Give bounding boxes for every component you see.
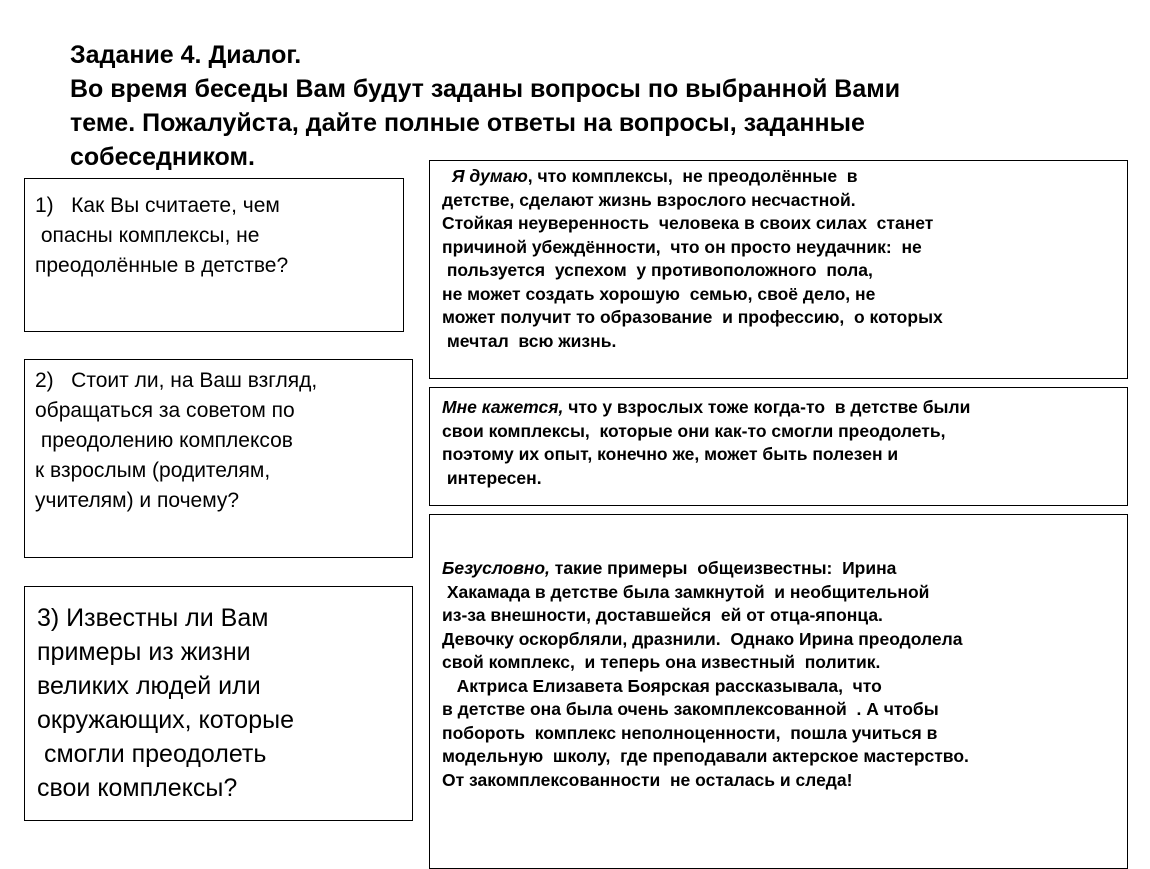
answer-3-line: модельную школу, где преподавали актерское мастерство. xyxy=(442,746,969,766)
question-1-line: преодолённые в детстве? xyxy=(35,254,289,277)
answer-1-first-line xyxy=(442,165,1119,189)
answer-box-3 xyxy=(429,514,1128,869)
answer-2-first-line xyxy=(442,396,1119,420)
question-box-2 xyxy=(24,359,413,558)
answer-2-lead: Мне кажется, xyxy=(442,397,564,417)
answer-1-line: причиной убеждённости, что он просто неудачник: не xyxy=(442,236,922,257)
task-instruction-line-3: собеседником. xyxy=(70,143,255,171)
answer-box-2 xyxy=(429,387,1128,506)
answer-1-line: детстве, сделают жизнь взрослого несчастной. xyxy=(442,189,856,210)
answer-1-first-rest: , что комплексы, не преодолённые в xyxy=(527,166,858,186)
question-1-line: опасны комплексы, не xyxy=(35,224,260,247)
question-3-line: окружающих, которые xyxy=(37,706,294,734)
question-3-line: смогли преодолеть xyxy=(37,740,267,768)
question-2-line: учителям) и почему? xyxy=(35,489,240,512)
answer-3-line: из-за внешности, доставшейся ей от отца-японца. xyxy=(442,605,883,625)
answer-1-line: не может создать хорошую семью, своё дело, не xyxy=(442,283,876,304)
answer-1-line: Стойкая неуверенность человека в своих силах станет xyxy=(442,213,934,233)
answer-3-line: От закомплексованности не осталась и следа! xyxy=(442,769,853,790)
answer-3-line: Девочку оскорбляли, дразнили. Однако Ирина преодолела xyxy=(442,628,963,649)
task-heading xyxy=(70,38,1130,174)
question-2-line: обращаться за советом по xyxy=(35,399,295,422)
question-1-line: 1) Как Вы считаете, чем xyxy=(35,194,280,217)
question-3-line: примеры из жизни xyxy=(37,638,251,666)
answer-3-first-rest: такие примеры общеизвестны: Ирина xyxy=(549,558,897,578)
task-instruction-line-1: Во время беседы Вам будут заданы вопросы по выбранной Вами xyxy=(70,75,901,103)
answer-2-line: поэтому их опыт, конечно же, может быть полезен и xyxy=(442,444,899,464)
answer-3-line: Актриса Елизавета Боярская рассказывала, что xyxy=(442,675,882,696)
answer-2-first-rest: что у взрослых тоже когда-то в детстве были xyxy=(563,397,971,417)
answer-3-line: свой комплекс, и теперь она известный политик. xyxy=(442,652,881,672)
question-2-line: 2) Стоит ли, на Ваш взгляд, xyxy=(35,369,318,392)
question-2-line: к взрослым (родителям, xyxy=(35,459,271,482)
answer-1-lead: Я думаю xyxy=(451,166,528,186)
answer-3-lead: Безусловно, xyxy=(442,558,550,578)
question-box-1 xyxy=(24,178,404,332)
question-3-line: великих людей или xyxy=(37,672,261,700)
answer-1-line: может получит то образование и профессию, о которых xyxy=(442,307,943,327)
question-2-line: преодолению комплексов xyxy=(35,429,293,452)
question-3-line: 3) Известны ли Вам xyxy=(37,604,269,632)
question-3-line: свои комплексы? xyxy=(37,774,238,802)
answer-1-line: мечтал всю жизнь. xyxy=(442,330,617,351)
answer-2-line: свои комплексы, которые они как-то смогли преодолеть, xyxy=(442,420,946,441)
task-title: Задание 4. Диалог. xyxy=(70,41,302,69)
answer-box-1 xyxy=(429,160,1128,379)
answer-3-first-line xyxy=(442,557,1119,581)
answer-1-line: пользуется успехом у противоположного пола, xyxy=(442,260,873,280)
answer-2-line: интересен. xyxy=(442,467,542,488)
answer-3-line: в детстве она была очень закомплексованной . А чтобы xyxy=(442,699,939,719)
answer-3-line: побороть комплекс неполноценности, пошла учиться в xyxy=(442,722,938,743)
task-instruction-line-2: теме. Пожалуйста, дайте полные ответы на вопросы, заданные xyxy=(70,109,865,137)
answer-3-line: Хакамада в детстве была замкнутой и необщительной xyxy=(442,581,930,602)
question-box-3 xyxy=(24,586,413,821)
